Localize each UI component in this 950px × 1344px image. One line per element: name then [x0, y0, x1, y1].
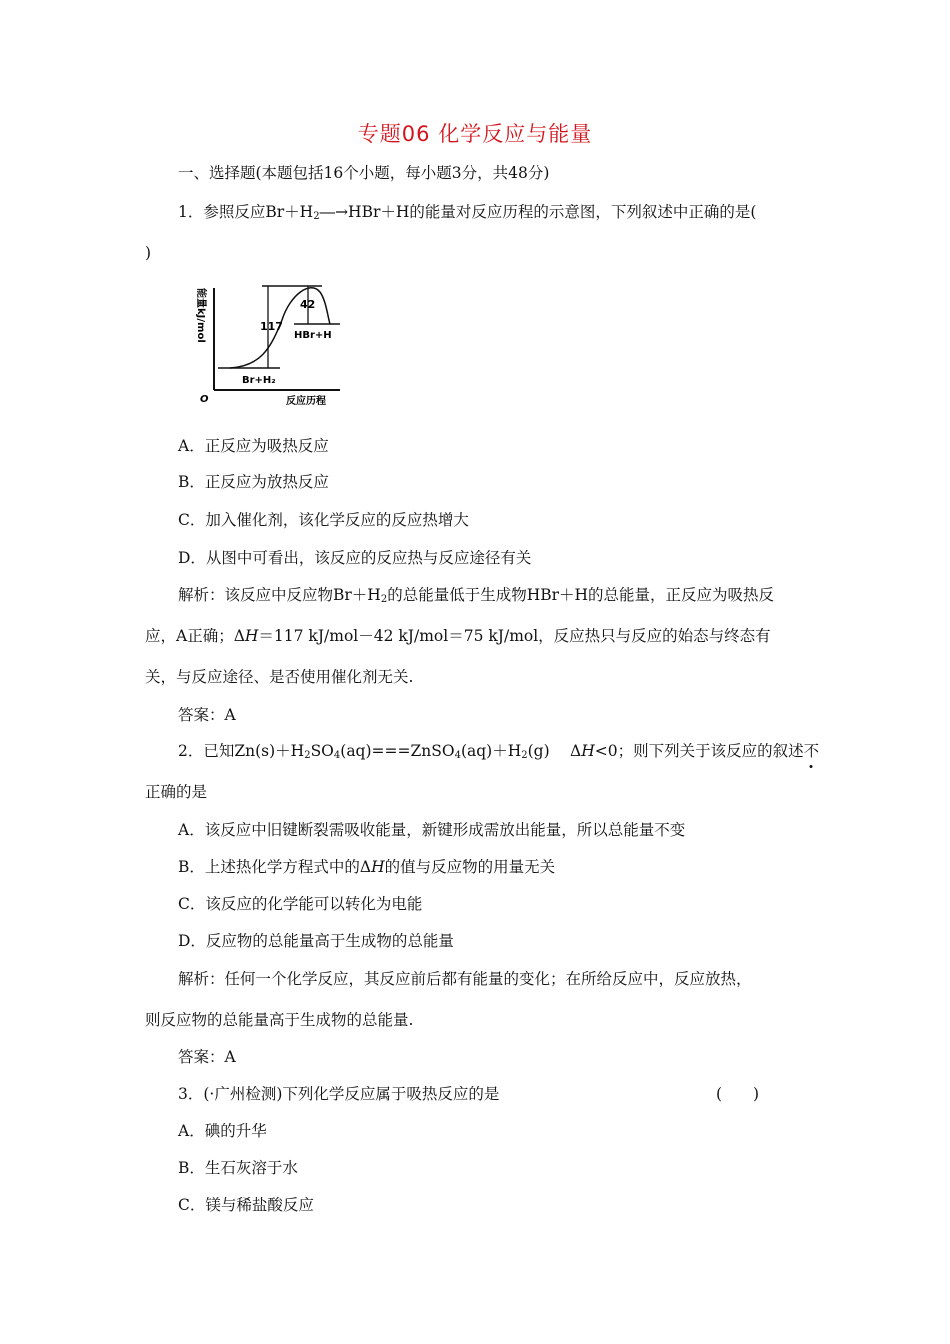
q1-option-a: A．正反应为吸热反应 [178, 437, 329, 455]
q2-analysis-line1: 解析：任何一个化学反应，其反应前后都有能量的变化；在所给反应中，反应放热， [178, 970, 752, 988]
energy-diagram [190, 280, 350, 414]
q2-option-c: C．该反应的化学能可以转化为电能 [178, 895, 423, 913]
q1-analysis-line1: 解析：该反应中反应物$Br+H_2$的总能量低于生成物HBr＋H的总能量，正反应为吸热反 [178, 586, 775, 605]
q3-answer-paren: ( ) [716, 1085, 760, 1103]
q2-answer: 答案：A [178, 1048, 236, 1066]
label-reactant: Br+H₂ [242, 375, 276, 386]
label-42: 42 [300, 298, 316, 311]
q2-analysis-line2: 则反应物的总能量高于生成物的总能量. [145, 1011, 414, 1029]
q2-stem-line2: 正确的是 [145, 783, 208, 801]
x-axis-label: 反应历程 [286, 396, 326, 407]
q2-option-a: A．该反应中旧键断裂需吸收能量，新键形成需放出能量，所以总能量不变 [178, 821, 686, 839]
section-heading: 一、选择题(本题包括16个小题，每小题3分，共48分) [178, 164, 550, 182]
q1-option-c: C．加入催化剂，该化学反应的反应热增大 [178, 511, 469, 529]
q3-stem: 3．(·广州检测)下列化学反应属于吸热反应的是 [178, 1085, 500, 1103]
page-title: 专题06 化学反应与能量 [357, 122, 593, 146]
q1-analysis-line3: 关，与反应途径、是否使用催化剂无关. [145, 668, 414, 686]
q3-option-b: B．生石灰溶于水 [178, 1159, 298, 1177]
y-axis-label: 能量kJ/mol [195, 288, 206, 343]
q2-option-d: D．反应物的总能量高于生成物的总能量 [178, 932, 454, 950]
q3-option-c: C．镁与稀盐酸反应 [178, 1196, 314, 1214]
label-product: HBr+H [294, 330, 332, 341]
q1-option-d: D．从图中可看出，该反应的反应热与反应途径有关 [178, 549, 532, 567]
q3-option-a: A．碘的升华 [178, 1122, 267, 1140]
label-117: 117 [260, 320, 283, 333]
q1-answer: 答案：A [178, 706, 236, 724]
q1-analysis-line2: 应，A正确；ΔH＝117 kJ/mol－42 kJ/mol＝75 kJ/mol，反应热只与反应的始态与终态有 [145, 627, 771, 645]
q1-stem-close: ) [145, 244, 152, 262]
q2-stem: 2．已知$Zn(s)+H_2SO_4(aq)===ZnSO_4(aq)+H_2(g)$ ΔH<0；则下列关于该反应的叙述不 [178, 742, 820, 761]
q1-option-b: B．正反应为放热反应 [178, 473, 329, 491]
q1-stem: 1．参照反应$Br+H_2―\to HBr+H$的能量对反应历程的示意图，下列叙述中正确的是( [178, 203, 757, 222]
label-origin: O [200, 394, 209, 405]
q2-option-b: B．上述热化学方程式中的ΔH的值与反应物的用量无关 [178, 858, 556, 876]
